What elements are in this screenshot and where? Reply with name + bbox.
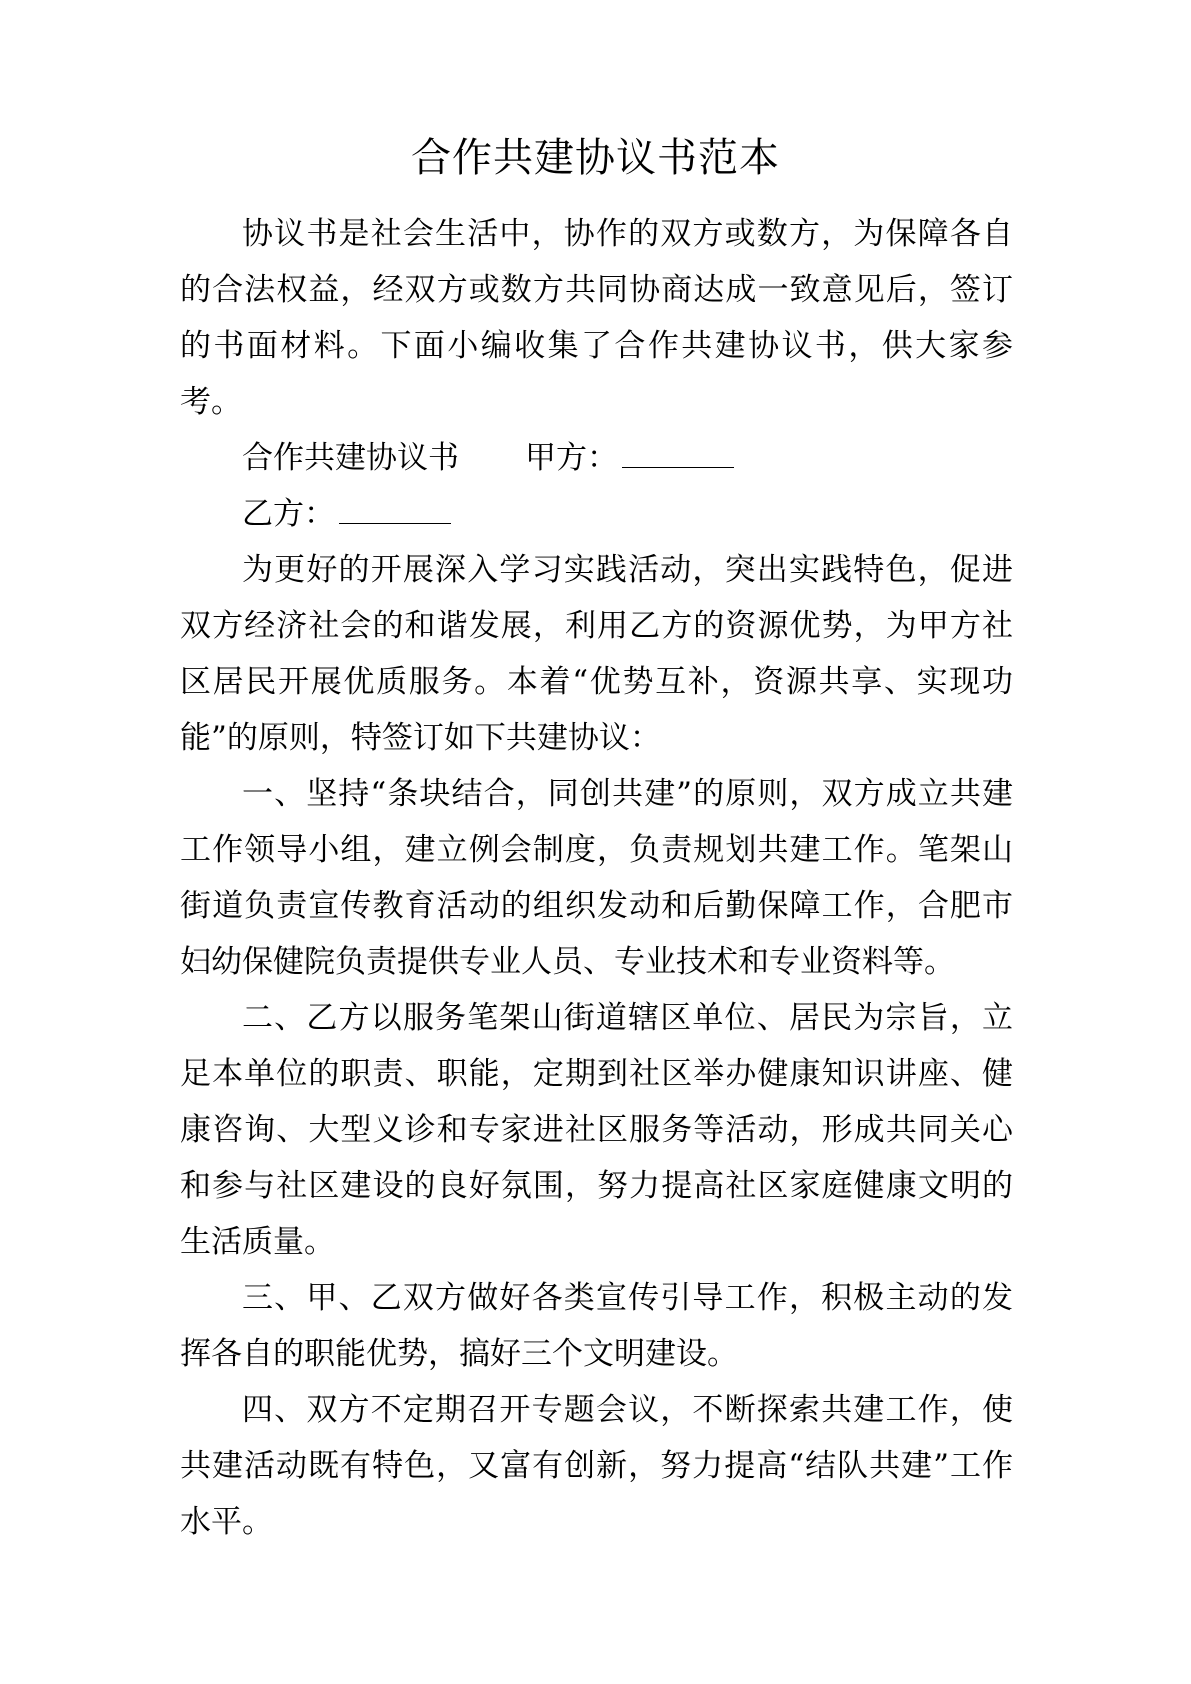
party-b-line: [180, 486, 1013, 542]
party-a-line: [180, 430, 1013, 486]
party-b-blank: [339, 497, 451, 524]
party-b-label: 乙方：: [242, 496, 335, 532]
document-title: 合作共建协议书范本: [411, 135, 780, 181]
intro-paragraph: 协议书是社会生活中，协作的双方或数方，为保障各自的合法权益，经双方或数方共同协商达成一致意见后，签订的书面材料。下面小编收集了合作共建协议书，供大家参考。: [180, 216, 1013, 420]
document-body: [180, 206, 1013, 1550]
preamble-paragraph: 为更好的开展深入学习实践活动，突出实践特色，促进双方经济社会的和谐发展，利用乙方的资源优势，为甲方社区居民开展优质服务。本着“优势互补，资源共享、实现功能”的原则，特签订如下共建协议：: [180, 552, 1013, 756]
party-a-label: 甲方：: [525, 440, 618, 476]
party-a-blank: [622, 441, 734, 468]
clause-2: 二、乙方以服务笔架山街道辖区单位、居民为宗旨，立足本单位的职责、职能，定期到社区举办健康知识讲座、健康咨询、大型义诊和专家进社区服务等活动，形成共同关心和参与社区建设的良好氛围，努力提高社区家庭健康文明的生活质量。: [180, 1000, 1013, 1260]
clause-1: 一、坚持“条块结合，同创共建”的原则，双方成立共建工作领导小组，建立例会制度，负责规划共建工作。笔架山街道负责宣传教育活动的组织发动和后勤保障工作，合肥市妇幼保健院负责提供专业人员、专业技术和专业资料等。: [180, 776, 1013, 980]
clause-3: 三、甲、乙双方做好各类宣传引导工作，积极主动的发挥各自的职能优势，搞好三个文明建设。: [180, 1280, 1013, 1372]
agreement-heading: 合作共建协议书: [242, 440, 459, 476]
clause-4: 四、双方不定期召开专题会议，不断探索共建工作，使共建活动既有特色，又富有创新，努力提高“结队共建”工作水平。: [180, 1392, 1013, 1540]
